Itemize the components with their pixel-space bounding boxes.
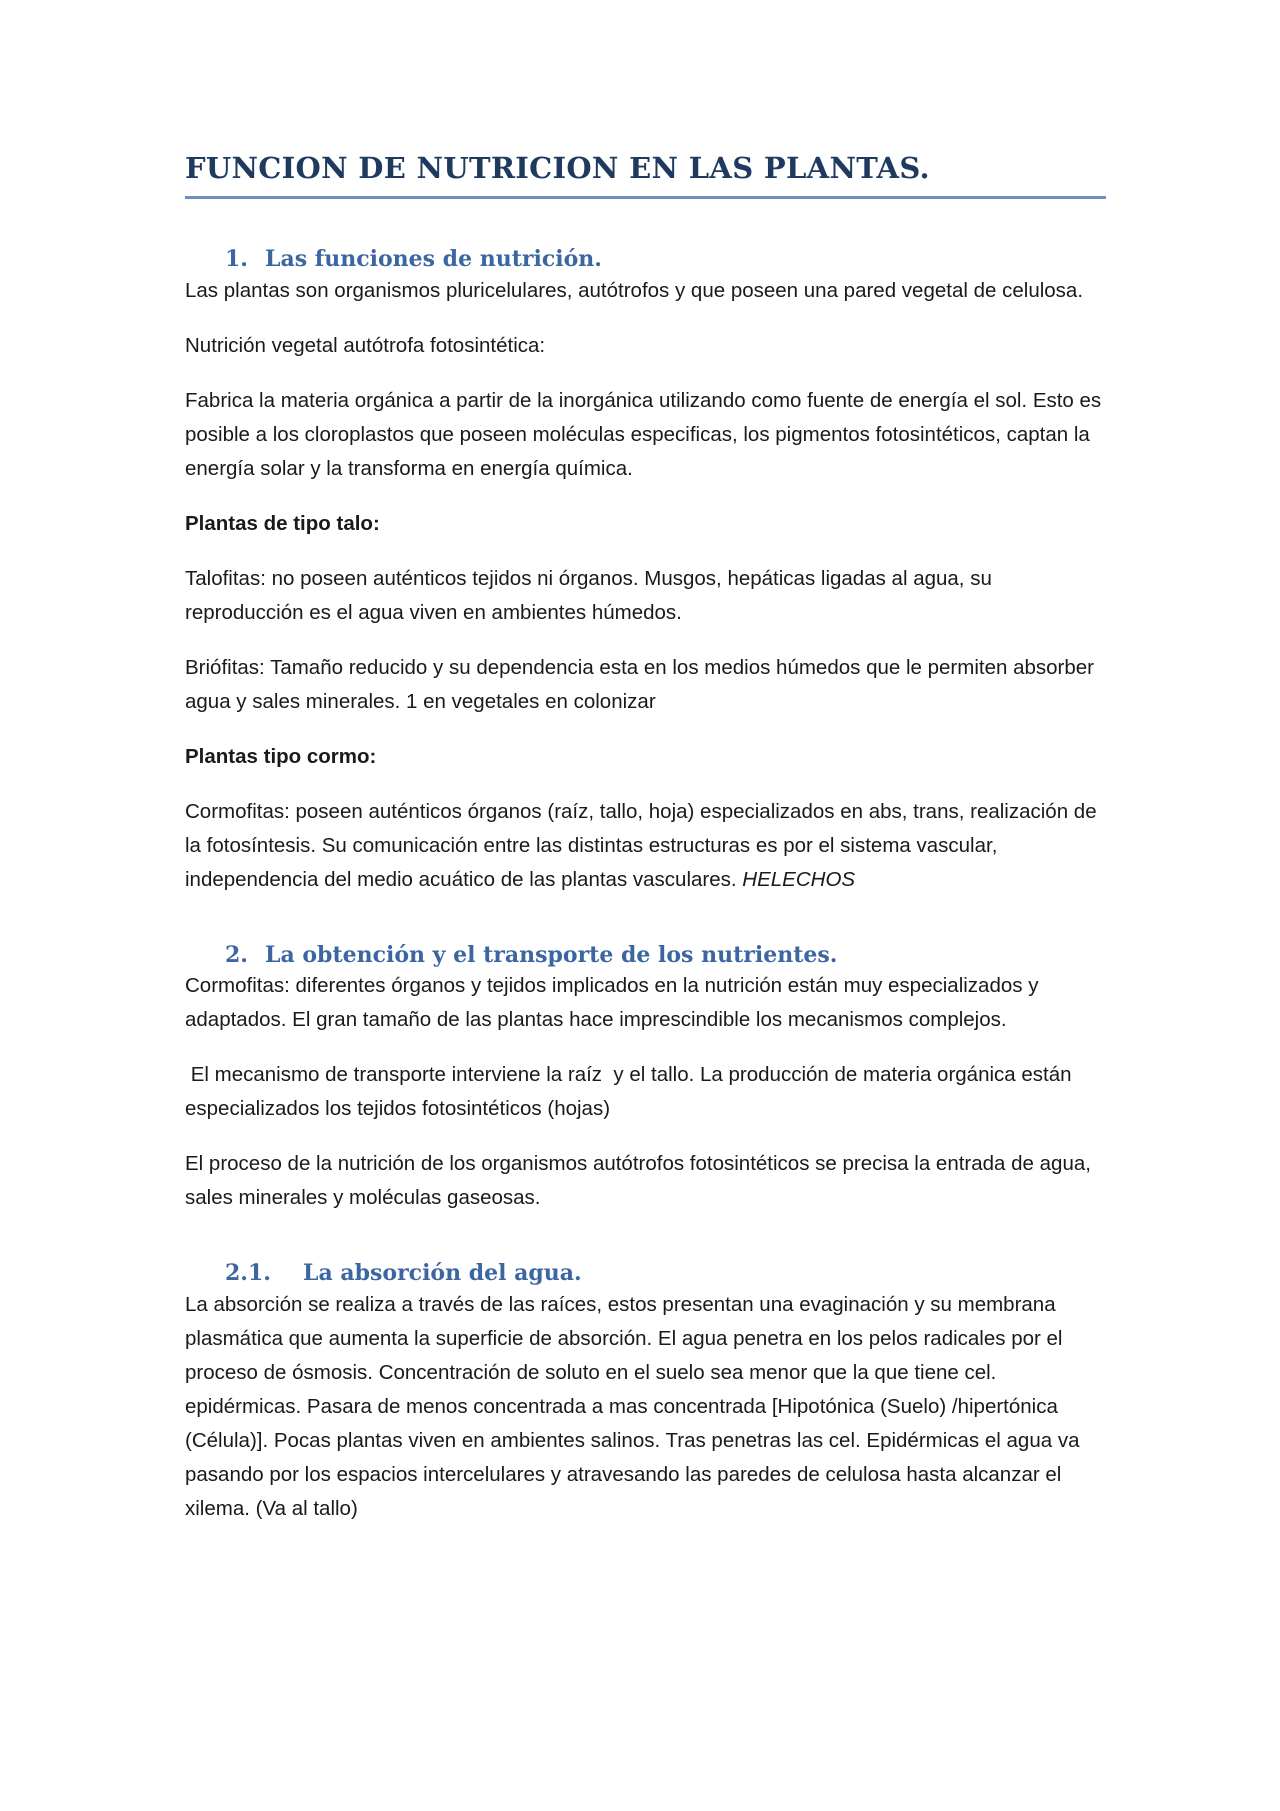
section-number: 2. <box>225 941 248 968</box>
document-page <box>185 150 1106 1526</box>
section-number: 1. <box>225 246 248 273</box>
subheading: Plantas tipo cormo: <box>185 744 377 768</box>
paragraph: Cormofitas: diferentes órganos y tejidos implicados en la nutrición están muy especializados y adaptados. El gran tamaño de las plantas hace imprescindible los mecanismos complejos. <box>185 974 1039 1032</box>
section-number: 2.1. <box>225 1260 271 1287</box>
paragraph: El proceso de la nutrición de los organismos autótrofos fotosintéticos se precisa la entrada de agua, sales minerales y moléculas gaseosas. <box>185 1152 1091 1210</box>
paragraph: Briófitas: Tamaño reducido y su dependencia esta en los medios húmedos que le permiten absorber agua y sales minerales. 1 en vegetales en colonizar <box>185 655 1094 713</box>
paragraph: Las plantas son organismos pluricelulares, autótrofos y que poseen una pared vegetal de celulosa. <box>185 278 1084 302</box>
section-heading-2 <box>185 941 1106 970</box>
paragraph: Fabrica la materia orgánica a partir de la inorgánica utilizando como fuente de energía el sol. Esto es posible a los cloroplastos que poseen moléculas especificas, los pigmentos fotosintéticos, captan la energía solar y la transforma en energía química. <box>185 388 1102 480</box>
paragraph: Talofitas: no poseen auténticos tejidos ni órganos. Musgos, hepáticas ligadas al agua, su reproducción es el agua viven en ambientes húmedos. <box>185 566 992 624</box>
section-heading-text: La absorción del agua. <box>303 1260 582 1287</box>
paragraph: La absorción se realiza a través de las raíces, estos presentan una evaginación y su membrana plasmática que aumenta la superficie de absorción. El agua penetra en los pelos radicales por el proceso de ósmosis. Concentración de soluto en el suelo sea menor que la que tiene cel. epidérmicas. Pasara de menos concentrada a mas concentrada [Hipotónica (Suelo) /hipertónica (Célula)]. Pocas plantas viven en ambientes salinos. Tras penetras las cel. Epidérmicas el agua va pasando por los espacios intercelulares y atravesando las paredes de celulosa hasta alcanzar el xilema. (Va al tallo) <box>185 1293 1080 1521</box>
paragraph: Nutrición vegetal autótrofa fotosintética: <box>185 333 546 357</box>
section-heading-text: Las funciones de nutrición. <box>265 246 602 273</box>
subheading: Plantas de tipo talo: <box>185 511 380 535</box>
section-heading-1 <box>185 245 1106 274</box>
page-title: FUNCION DE NUTRICION EN LAS PLANTAS. <box>185 150 1106 199</box>
paragraph-text: Cormofitas: poseen auténticos órganos (raíz, tallo, hoja) especializados en abs, trans, realización de la fotosíntesis. Su comunicación entre las distintas estructuras es por el sistema vascular, independencia del medio acuático de las plantas vasculares. <box>185 799 1097 891</box>
section-heading-2-1 <box>185 1259 1106 1288</box>
paragraph <box>185 795 1106 897</box>
section-heading-text: La obtención y el transporte de los nutrientes. <box>265 941 838 968</box>
paragraph: El mecanismo de transporte interviene la raíz y el tallo. La producción de materia orgánica están especializados los tejidos fotosintéticos (hojas) <box>185 1063 1078 1121</box>
italic-note: HELECHOS <box>742 867 856 891</box>
